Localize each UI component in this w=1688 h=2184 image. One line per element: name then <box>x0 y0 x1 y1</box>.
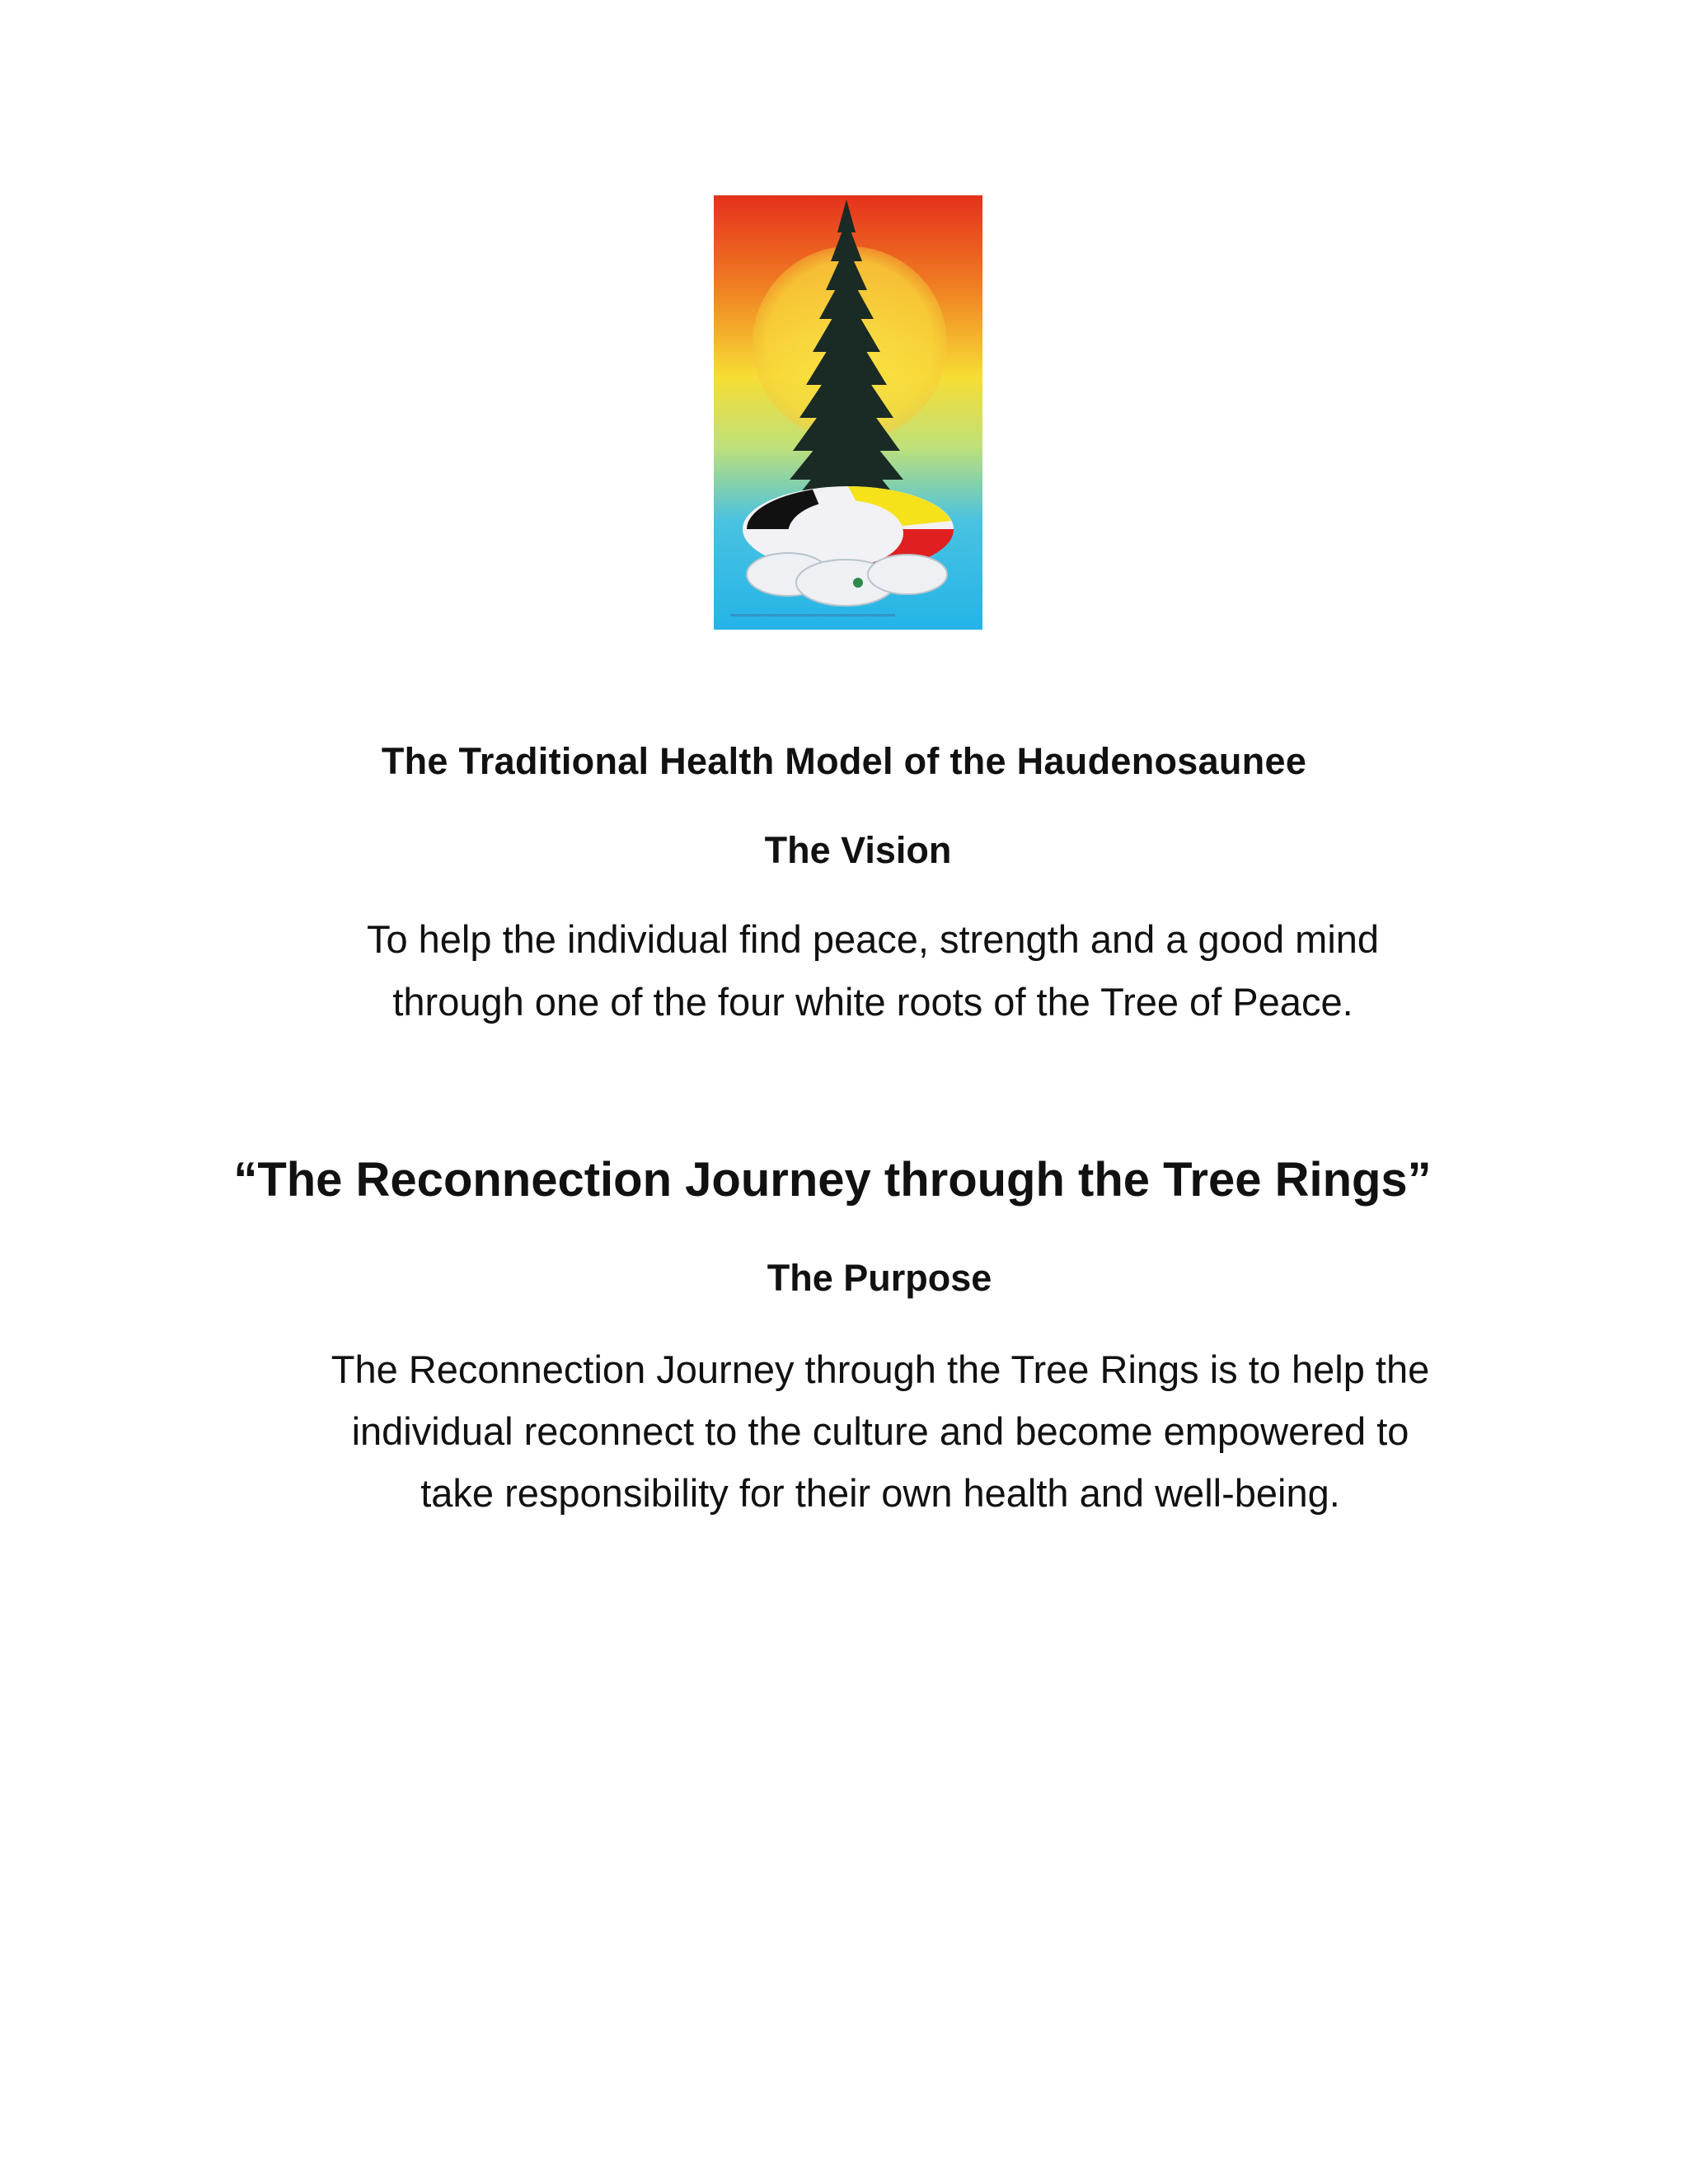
purpose-line: The Reconnection Journey through the Tree Rings is to help the <box>331 1347 1430 1391</box>
purpose-heading: The Purpose <box>767 1257 992 1299</box>
vision-heading: The Vision <box>764 829 952 871</box>
vision-paragraph <box>29 908 1688 1033</box>
purpose-line: take responsibility for their own health and well-being. <box>420 1471 1340 1515</box>
purpose-line: individual reconnect to the culture and become empowered to <box>351 1409 1409 1453</box>
vision-line: To help the individual find peace, strength and a good mind <box>366 917 1380 961</box>
tree-of-peace-icon <box>714 195 982 630</box>
vision-line: through one of the four white roots of the Tree of Peace. <box>392 980 1353 1024</box>
journey-title: “The Reconnection Journey through the Tree Rings” <box>233 1153 1432 1207</box>
tree-of-peace-illustration <box>714 195 982 630</box>
purpose-paragraph <box>36 1338 1688 1524</box>
main-title: The Traditional Health Model of the Haudenosaunee <box>381 740 1307 782</box>
